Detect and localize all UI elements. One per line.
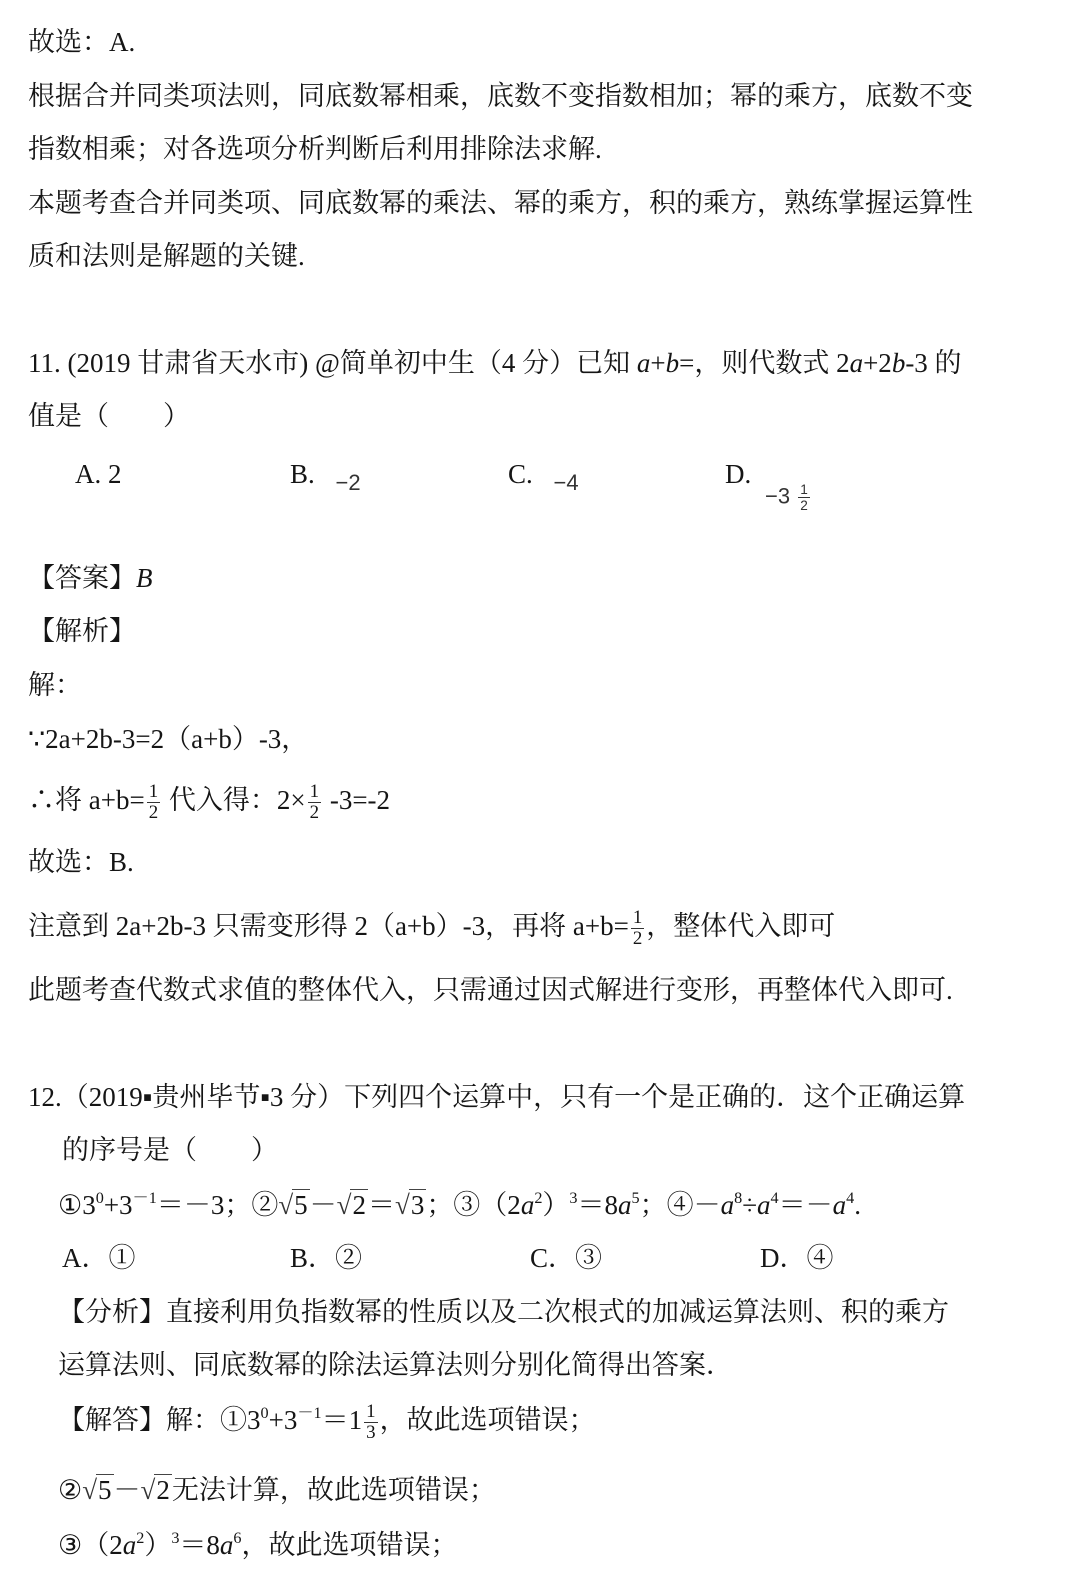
option-value: 2 bbox=[108, 459, 122, 489]
solution-text: ，故此选项错误； bbox=[379, 1405, 596, 1435]
numerator: 1 bbox=[309, 780, 320, 802]
q12-option-c: C．③ bbox=[530, 1243, 603, 1273]
var-a: a bbox=[832, 1190, 847, 1220]
q11-choice: 故选：B. bbox=[28, 847, 134, 877]
exponent: －1 bbox=[132, 1189, 157, 1208]
radical-sign: √ bbox=[140, 1475, 156, 1505]
q11-stem-text: + bbox=[650, 348, 666, 378]
expr-text: . bbox=[854, 1190, 861, 1220]
solution-text: 无法计算，故此选项错误； bbox=[171, 1475, 496, 1505]
q12-option-b: B．② bbox=[290, 1243, 363, 1273]
fraction bbox=[147, 782, 160, 825]
square-root bbox=[278, 1190, 309, 1220]
q12-option-d: D．④ bbox=[760, 1243, 834, 1273]
var-a: a bbox=[720, 1190, 735, 1220]
q11-option-d-value bbox=[765, 482, 812, 513]
answer-value: B bbox=[136, 563, 153, 593]
exponent: 3 bbox=[569, 1189, 578, 1208]
expr-text: ①3 bbox=[58, 1190, 96, 1220]
radicand: 5 bbox=[98, 1475, 112, 1505]
q12-solution-line-2 bbox=[58, 1470, 496, 1510]
step-text: ∴将 a+b= bbox=[28, 785, 145, 815]
solution-text: ＝1 bbox=[321, 1405, 363, 1435]
q11-stem-text: -3 的 bbox=[905, 348, 962, 378]
var-a: a bbox=[757, 1190, 771, 1220]
fraction bbox=[364, 1402, 377, 1445]
var-a: a bbox=[520, 1190, 535, 1220]
q11-analysis-tag: 【解析】 bbox=[28, 616, 136, 646]
radical-sign: √ bbox=[394, 1190, 410, 1220]
numerator: 1 bbox=[148, 780, 159, 802]
step-text: -3=-2 bbox=[323, 785, 391, 815]
prev-summary-line-2: 质和法则是解题的关键. bbox=[28, 241, 305, 271]
exponent: 2 bbox=[136, 1529, 145, 1548]
exponent: 0 bbox=[95, 1189, 104, 1208]
square-root bbox=[82, 1475, 113, 1505]
q12-solution-line-1 bbox=[58, 1400, 596, 1444]
exponent: 6 bbox=[233, 1529, 242, 1548]
expr-text: ＝ bbox=[367, 1190, 395, 1220]
expr-text: ＝－ bbox=[778, 1190, 833, 1220]
denominator: 2 bbox=[309, 802, 320, 824]
q12-analysis-line-1 bbox=[58, 1292, 949, 1332]
radical-sign: √ bbox=[278, 1190, 294, 1220]
q11-stem-line-2: 值是（ ） bbox=[28, 401, 190, 431]
q11-note bbox=[28, 906, 836, 950]
q12-expressions bbox=[58, 1185, 861, 1225]
numerator: 1 bbox=[366, 1400, 376, 1422]
prev-analysis-line-1: 根据合并同类项法则，同底数幂相乘，底数不变指数相加；幂的乘方，底数不变 bbox=[28, 81, 973, 111]
exponent: 2 bbox=[534, 1189, 543, 1208]
analysis-tag: 【分析】 bbox=[58, 1297, 166, 1327]
q11-step-1: ∵2a+2b-3=2（a+b）-3， bbox=[28, 724, 309, 754]
var-a: a bbox=[122, 1530, 137, 1560]
option-label: C. bbox=[508, 459, 540, 489]
solution-text: ） bbox=[144, 1530, 172, 1560]
var-a: a bbox=[636, 348, 651, 378]
solution-text: － bbox=[113, 1475, 141, 1505]
radicand: 2 bbox=[352, 1190, 366, 1220]
solution-text: ＝8 bbox=[179, 1530, 220, 1560]
denominator: 3 bbox=[366, 1422, 376, 1444]
denominator: 2 bbox=[148, 802, 159, 824]
q11-option-a bbox=[75, 454, 122, 494]
q12-analysis-line-2: 运算法则、同底数幂的除法运算法则分别化简得出答案． bbox=[58, 1350, 733, 1380]
q11-answer bbox=[28, 558, 153, 598]
solution-text: ② bbox=[58, 1475, 83, 1505]
note-text: ，整体代入即可 bbox=[646, 911, 836, 941]
answer-tag: 【答案】 bbox=[28, 563, 136, 593]
option-value: −3 bbox=[765, 483, 791, 509]
option-value: −2 bbox=[335, 470, 361, 495]
note-text: 注意到 2a+2b-3 只需变形得 2（a+b）-3，再将 a+b= bbox=[28, 911, 629, 941]
radical-sign: √ bbox=[82, 1475, 98, 1505]
expr-text: ） bbox=[542, 1190, 570, 1220]
solution-text: ③（2 bbox=[58, 1530, 123, 1560]
exponent: 5 bbox=[631, 1189, 640, 1208]
var-b: b bbox=[665, 348, 680, 378]
solution-text: 【解答】解：①3 bbox=[58, 1405, 261, 1435]
expr-text: － bbox=[309, 1190, 337, 1220]
solution-text: ，故此选项错误； bbox=[241, 1530, 458, 1560]
option-label: B. bbox=[290, 459, 322, 489]
exponent: 4 bbox=[770, 1189, 779, 1208]
expr-text: ；③（2 bbox=[426, 1190, 521, 1220]
solution-text: +3 bbox=[268, 1405, 298, 1435]
exponent: 3 bbox=[171, 1529, 180, 1548]
exponent: 8 bbox=[734, 1189, 743, 1208]
numerator: 1 bbox=[800, 482, 808, 497]
fraction bbox=[798, 482, 810, 513]
q11-stem-text: 11. (2019 甘肃省天水市) @简单初中生（4 分）已知 bbox=[28, 348, 637, 378]
var-a: a bbox=[849, 348, 864, 378]
expr-text: ＝8 bbox=[577, 1190, 618, 1220]
option-value: −4 bbox=[553, 470, 579, 495]
q11-solution-intro: 解： bbox=[28, 670, 82, 700]
prev-choice: 故选：A. bbox=[28, 27, 136, 57]
q12-stem-line-2: 的序号是（ ） bbox=[62, 1135, 278, 1165]
exponent: －1 bbox=[297, 1404, 322, 1423]
q11-step-2 bbox=[28, 780, 391, 824]
q11-stem-text: =，则代数式 2 bbox=[679, 348, 850, 378]
radical-sign: √ bbox=[336, 1190, 352, 1220]
option-label: A. bbox=[75, 459, 108, 489]
q11-option-c bbox=[508, 454, 579, 494]
q11-summary: 此题考查代数式求值的整体代入，只需通过因式解进行变形，再整体代入即可. bbox=[28, 975, 953, 1005]
expr-text: ；④－ bbox=[639, 1190, 721, 1220]
expr-text: +3 bbox=[103, 1190, 133, 1220]
q11-option-b bbox=[290, 454, 361, 494]
denominator: 2 bbox=[800, 498, 808, 513]
denominator: 2 bbox=[632, 928, 643, 950]
radicand: 3 bbox=[410, 1190, 425, 1220]
option-label: D. bbox=[725, 459, 752, 489]
expr-text: ÷ bbox=[742, 1190, 758, 1220]
numerator: 1 bbox=[632, 906, 643, 928]
q12-stem-line-1: 12.（2019▪贵州毕节▪3 分）下列四个运算中，只有一个是正确的．这个正确运算 bbox=[28, 1082, 966, 1112]
var-b: b bbox=[891, 348, 906, 378]
q12-option-a: A．① bbox=[62, 1243, 136, 1273]
square-root bbox=[337, 1190, 368, 1220]
square-root bbox=[395, 1190, 426, 1220]
radicand: 2 bbox=[156, 1475, 170, 1505]
q12-solution-line-3 bbox=[58, 1525, 458, 1565]
analysis-text: 直接利用负指数幂的性质以及二次根式的加减运算法则、积的乘方 bbox=[166, 1297, 949, 1327]
step-text: 代入得：2× bbox=[162, 785, 306, 815]
exponent: 4 bbox=[846, 1189, 855, 1208]
square-root bbox=[141, 1475, 172, 1505]
fraction bbox=[631, 908, 644, 951]
exponent: 0 bbox=[260, 1404, 269, 1423]
fraction bbox=[308, 782, 321, 825]
q11-stem-line-1 bbox=[28, 343, 962, 383]
prev-summary-line-1: 本题考查合并同类项、同底数幂的乘法、幂的乘方，积的乘方，熟练掌握运算性 bbox=[28, 188, 973, 218]
expr-text: ＝－3；② bbox=[156, 1190, 279, 1220]
q11-stem-text: +2 bbox=[863, 348, 892, 378]
var-a: a bbox=[618, 1190, 632, 1220]
prev-analysis-line-2: 指数相乘；对各选项分析判断后利用排除法求解. bbox=[28, 134, 602, 164]
var-a: a bbox=[219, 1530, 234, 1560]
q11-option-d bbox=[725, 454, 751, 494]
radicand: 5 bbox=[294, 1190, 308, 1220]
